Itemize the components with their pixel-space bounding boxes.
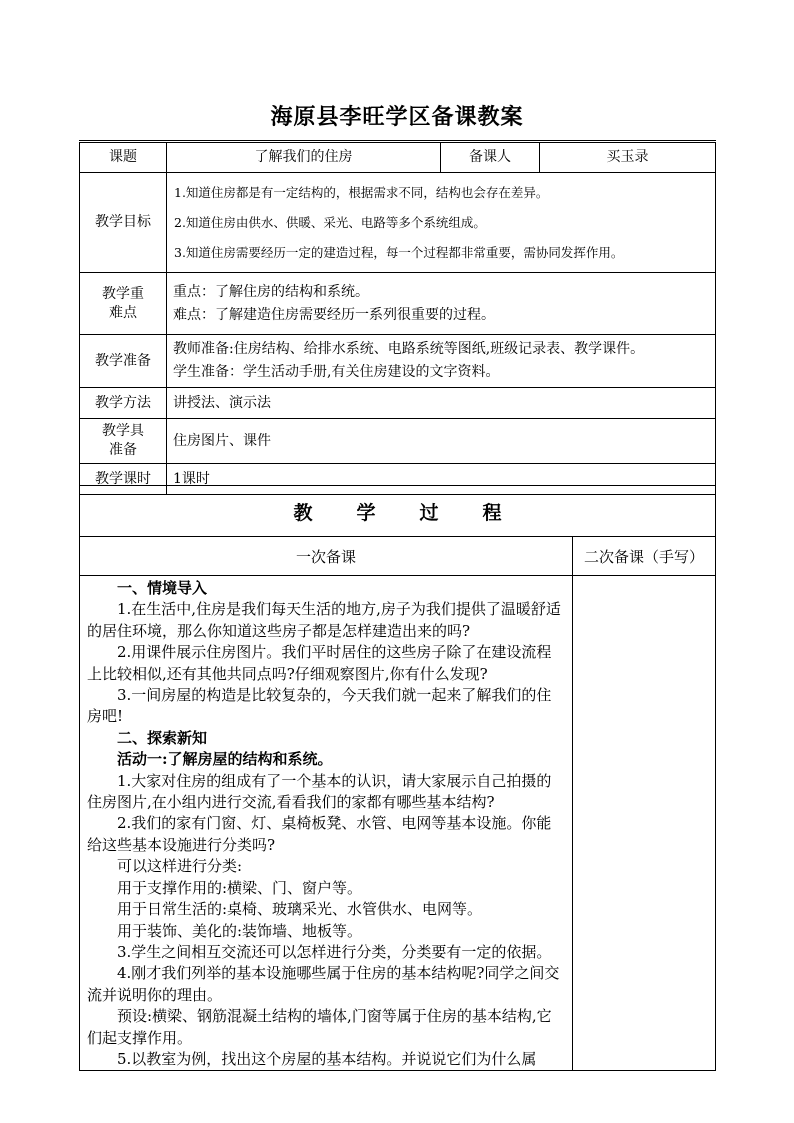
goals-row bbox=[80, 173, 716, 273]
process-paragraph: 3.一间房屋的构造是比较复杂的，今天我们就一起来了解我们的住房吧! bbox=[87, 686, 552, 726]
process-paragraph: 3.学生之间相互交流还可以怎样进行分类，分类要有一定的依据。 bbox=[117, 942, 552, 961]
tools-row bbox=[80, 419, 716, 464]
process-paragraph: 2.我们的家有门窗、灯、桌椅板凳、水管、电网等基本设施。你能给这些基本设施进行分类吗? bbox=[87, 814, 552, 854]
goals-cell bbox=[167, 173, 716, 273]
hours-label: 教学课时 bbox=[80, 464, 167, 495]
method-row bbox=[80, 388, 716, 419]
goal-item: 3.知道住房需要经历一定的建造过程，每一个过程都非常重要，需协同发挥作用。 bbox=[174, 244, 624, 260]
process-paragraph: 1.在生活中,住房是我们每天生活的地方,房子为我们提供了温暖舒适的居住环境，那么你知道这些房子都是怎样建造出来的吗? bbox=[87, 600, 561, 640]
prep-item: 学生准备：学生活动手册,有关住房建设的文字资料。 bbox=[173, 364, 500, 380]
process-columns-row bbox=[80, 537, 716, 576]
process-paragraph: 一、情境导入 bbox=[117, 579, 208, 597]
prep-cell bbox=[167, 335, 716, 388]
process-paragraph: 4.刚才我们列举的基本设施哪些属于住房的基本结构呢?同学之间交流并说明你的理由。 bbox=[87, 964, 560, 1004]
second-prep-header: 二次备课（手写） bbox=[573, 537, 716, 576]
process-paragraph: 活动一:了解房屋的结构和系统。 bbox=[117, 750, 333, 769]
prep-label: 教学准备 bbox=[80, 335, 167, 388]
keypoints-label-line: 教学重 bbox=[102, 285, 144, 302]
process-paragraph: 5.以教室为例，找出这个房屋的基本结构。并说说它们为什么属 bbox=[117, 1049, 537, 1068]
prep-item: 教师准备:住房结构、给排水系统、电路系统等图纸,班级记录表、教学课件。 bbox=[173, 341, 645, 357]
tools-label-line: 教学具 bbox=[102, 423, 144, 439]
goals-label: 教学目标 bbox=[80, 173, 167, 273]
hours-value: 1课时 bbox=[167, 464, 716, 495]
process-heading: 教学过程 bbox=[80, 486, 716, 537]
process-heading-row bbox=[80, 486, 716, 537]
process-body-row bbox=[80, 576, 716, 1071]
tools-label-line: 准备 bbox=[109, 442, 137, 458]
keypoint-item: 重点：了解住房的结构和系统。 bbox=[173, 283, 369, 300]
process-paragraph: 1.大家对住房的组成有了一个基本的认识，请大家展示自己拍摄的住房图片,在小组内进行交流,看看我们的家都有哪些基本结构? bbox=[87, 771, 552, 812]
lesson-info-table bbox=[79, 140, 716, 495]
topic-row bbox=[80, 142, 716, 173]
preparer-label: 备课人 bbox=[441, 142, 540, 173]
process-paragraph: 预设:横梁、钢筋混凝土结构的墙体,门窗等属于住房的基本结构,它们起支撑作用。 bbox=[87, 1007, 552, 1047]
process-paragraph: 可以这样进行分类: bbox=[117, 857, 243, 876]
preparer-value: 买玉录 bbox=[540, 142, 716, 173]
keypoints-label bbox=[80, 273, 167, 335]
process-paragraph: 二、探索新知 bbox=[117, 728, 208, 747]
teaching-process-table bbox=[79, 485, 716, 1071]
process-paragraph: 用于日常生活的:桌椅、玻璃采光、水管供水、电网等。 bbox=[117, 900, 483, 919]
topic-label: 课题 bbox=[80, 142, 167, 173]
process-paragraph: 用于支撑作用的:横梁、门、窗户等。 bbox=[117, 878, 363, 897]
keypoints-cell bbox=[167, 273, 716, 335]
page-title: 海原县李旺学区备课教案 bbox=[270, 104, 524, 130]
tools-label bbox=[80, 419, 167, 464]
second-prep-content bbox=[573, 576, 716, 1071]
goal-item: 2.知道住房由供水、供暖、采光、电路等多个系统组成。 bbox=[174, 214, 486, 230]
keypoint-item: 难点：了解建造住房需要经历一系列很重要的过程。 bbox=[173, 306, 495, 323]
first-prep-header: 一次备课 bbox=[80, 537, 573, 576]
prep-row bbox=[80, 335, 716, 388]
first-prep-content bbox=[80, 576, 573, 1071]
goal-item: 1.知道住房都是有一定结构的，根据需求不同，结构也会存在差异。 bbox=[174, 184, 549, 200]
process-paragraph: 用于装饰、美化的:装饰墙、地板等。 bbox=[117, 921, 363, 940]
tools-value: 住房图片、课件 bbox=[167, 419, 716, 464]
method-label: 教学方法 bbox=[80, 388, 167, 419]
keypoints-label-line: 难点 bbox=[109, 304, 137, 321]
method-value: 讲授法、演示法 bbox=[167, 388, 716, 419]
topic-value: 了解我们的住房 bbox=[167, 142, 441, 173]
process-paragraph: 2.用课件展示住房图片。我们平时居住的这些房子除了在建设流程上比较相似,还有其他共同点吗?仔细观察图片,你有什么发现? bbox=[87, 643, 552, 683]
keypoints-row bbox=[80, 273, 716, 335]
